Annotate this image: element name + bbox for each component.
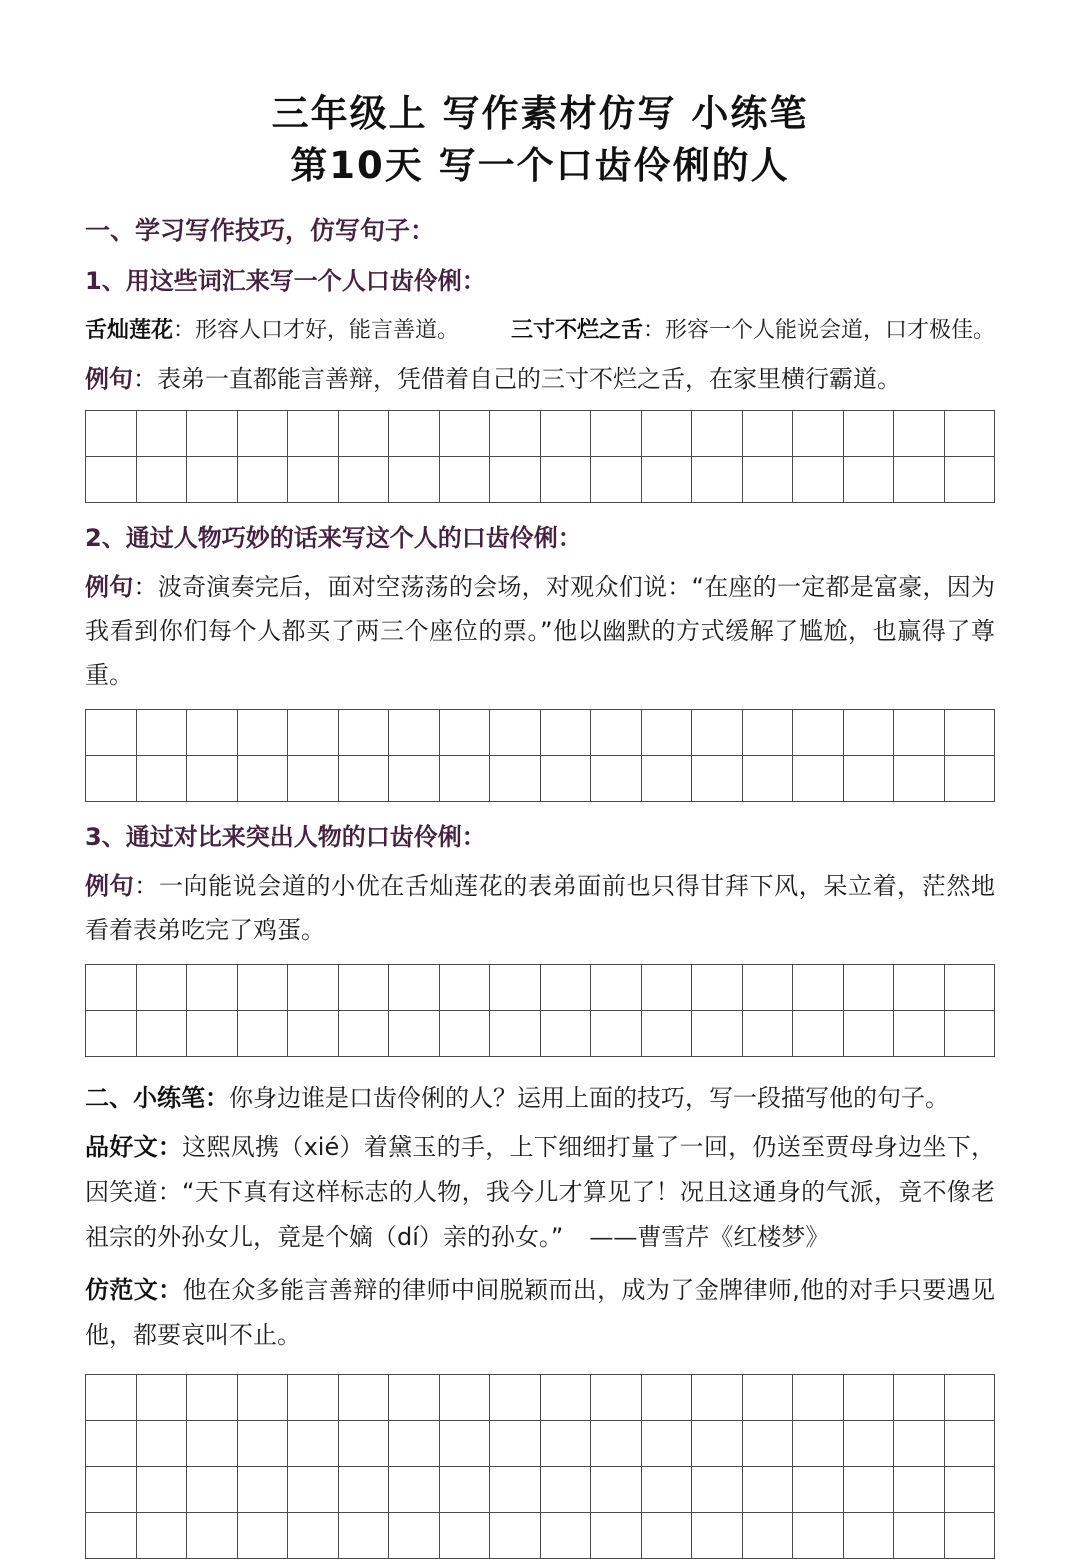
writing-grid-cell	[339, 756, 390, 802]
writing-grid-cell	[339, 1513, 390, 1559]
page-title-line1: 三年级上 写作素材仿写 小练笔	[271, 92, 809, 135]
writing-grid-cell	[288, 457, 339, 503]
writing-grid-cell	[793, 457, 844, 503]
writing-grid-cell	[743, 1375, 794, 1421]
writing-grid-cell	[187, 1011, 238, 1057]
writing-grid-cell	[389, 411, 440, 457]
writing-grid-cell	[288, 965, 339, 1011]
example-sentence-2	[85, 565, 995, 697]
writing-grid-cell	[793, 965, 844, 1011]
writing-grid-cell	[541, 1011, 592, 1057]
writing-grid-cell	[288, 710, 339, 756]
writing-grid-cell	[137, 411, 188, 457]
writing-grid-cell	[288, 756, 339, 802]
vocab-entry-2	[511, 316, 995, 346]
writing-grid-cell	[692, 710, 743, 756]
writing-grid-cell	[642, 756, 693, 802]
writing-grid-cell	[440, 1467, 491, 1513]
writing-grid-cell	[844, 457, 895, 503]
writing-grid-cell	[945, 1375, 996, 1421]
writing-grid-cell	[844, 1467, 895, 1513]
writing-grid-cell	[793, 1375, 844, 1421]
writing-grid-cell	[389, 457, 440, 503]
writing-grid-cell	[288, 411, 339, 457]
writing-grid-cell	[490, 1375, 541, 1421]
writing-grid-cell	[339, 1011, 390, 1057]
writing-grid-cell	[187, 1421, 238, 1467]
writing-grid-cell	[86, 411, 137, 457]
writing-grid-cell	[86, 965, 137, 1011]
vocab1-term: 舌灿莲花	[85, 318, 174, 343]
writing-grid-3	[85, 964, 995, 1057]
writing-grid-cell	[844, 411, 895, 457]
writing-grid-cell	[187, 965, 238, 1011]
writing-grid-cell	[238, 457, 289, 503]
writing-grid-cell	[541, 1513, 592, 1559]
writing-grid-cell	[490, 457, 541, 503]
writing-grid-cell	[945, 411, 996, 457]
writing-grid-cell	[642, 1513, 693, 1559]
writing-grid-cell	[339, 710, 390, 756]
writing-grid-cell	[793, 1011, 844, 1057]
writing-grid-cell	[945, 710, 996, 756]
writing-grid-cell	[743, 1421, 794, 1467]
writing-grid-cell	[187, 756, 238, 802]
writing-grid-cell	[894, 457, 945, 503]
writing-grid-cell	[187, 1513, 238, 1559]
writing-grid-cell	[692, 1421, 743, 1467]
writing-grid-cell	[844, 1011, 895, 1057]
writing-grid-cell	[692, 1375, 743, 1421]
writing-grid-cell	[844, 710, 895, 756]
writing-grid-cell	[541, 1375, 592, 1421]
writing-grid-cell	[238, 756, 289, 802]
good-text-attribution: ——曹雪芹《红楼梦》	[589, 1223, 830, 1251]
writing-grid-cell	[86, 1513, 137, 1559]
example3-text: ：一向能说会道的小优在舌灿莲花的表弟面前也只得甘拜下风，呆立着，茫然地看着表弟吃完了鸡蛋。	[85, 872, 996, 944]
writing-grid-cell	[793, 710, 844, 756]
imitation-label: 仿范文：	[85, 1276, 183, 1304]
writing-grid-cell	[389, 965, 440, 1011]
writing-grid-cell	[894, 756, 945, 802]
writing-grid-cell	[591, 1011, 642, 1057]
writing-grid-cell	[440, 457, 491, 503]
example-sentence-3	[85, 864, 995, 952]
example3-label: 例句	[85, 872, 135, 900]
writing-grid-2	[85, 709, 995, 802]
writing-grid-cell	[440, 756, 491, 802]
writing-grid-cell	[945, 756, 996, 802]
writing-grid-cell	[137, 756, 188, 802]
item2-heading: 2、通过人物巧妙的话来写这个人的口齿伶俐：	[85, 524, 582, 552]
writing-grid-cell	[440, 1011, 491, 1057]
writing-grid-cell	[238, 965, 289, 1011]
writing-grid-cell	[187, 710, 238, 756]
writing-grid-cell	[642, 710, 693, 756]
vocab2-term: 三寸不烂之舌	[510, 318, 643, 343]
writing-grid-cell	[945, 965, 996, 1011]
writing-grid-cell	[743, 710, 794, 756]
example2-label: 例句	[85, 573, 134, 601]
writing-grid-cell	[743, 1467, 794, 1513]
writing-grid-cell	[743, 965, 794, 1011]
item3-heading: 3、通过对比来突出人物的口齿伶俐：	[85, 823, 486, 851]
section1-heading: 一、学习写作技巧，仿写句子：	[85, 216, 436, 245]
section2-label: 二、小练笔：	[85, 1084, 229, 1112]
writing-grid-cell	[137, 1467, 188, 1513]
writing-grid-cell	[793, 1513, 844, 1559]
writing-grid-cell	[440, 1513, 491, 1559]
writing-grid-cell	[137, 1375, 188, 1421]
page-title-line2: 第10天 写一个口齿伶俐的人	[290, 144, 790, 187]
writing-grid-cell	[692, 411, 743, 457]
writing-grid-cell	[490, 756, 541, 802]
writing-grid-cell	[844, 1421, 895, 1467]
writing-grid-cell	[389, 1375, 440, 1421]
writing-grid-cell	[440, 1421, 491, 1467]
writing-grid-cell	[86, 457, 137, 503]
writing-grid-cell	[86, 1421, 137, 1467]
vocab1-definition: ：形容人口才好，能言善道。	[173, 318, 460, 343]
writing-grid-cell	[490, 1011, 541, 1057]
writing-grid-cell	[945, 457, 996, 503]
section2-prompt-text: 你身边谁是口齿伶俐的人？运用上面的技巧，写一段描写他的句子。	[229, 1084, 949, 1112]
writing-grid-cell	[945, 1467, 996, 1513]
example2-text: ：波奇演奏完后，面对空荡荡的会场，对观众们说：“在座的一定都是富豪，因为我看到你们每个人都买了两三个座位的票。”他以幽默的方式缓解了尴尬，也赢得了尊重。	[85, 573, 996, 689]
example1-label: 例句	[85, 365, 133, 393]
writing-grid-cell	[793, 411, 844, 457]
writing-grid-cell	[440, 411, 491, 457]
writing-grid-cell	[86, 1011, 137, 1057]
writing-grid-cell	[743, 1011, 794, 1057]
writing-grid-cell	[894, 1375, 945, 1421]
imitation-body: 他在众多能言善辩的律师中间脱颖而出，成为了金牌律师,他的对手只要遇见他，都要哀叫不止。	[85, 1276, 995, 1349]
writing-grid-cell	[894, 1513, 945, 1559]
writing-grid-cell	[541, 1467, 592, 1513]
writing-grid-cell	[187, 1375, 238, 1421]
example-sentence-1	[85, 362, 995, 396]
writing-grid-4	[85, 1374, 995, 1559]
writing-grid-cell	[490, 411, 541, 457]
writing-grid-cell	[137, 457, 188, 503]
writing-grid-cell	[339, 457, 390, 503]
writing-grid-cell	[490, 710, 541, 756]
section2-heading	[85, 1081, 995, 1115]
writing-grid-cell	[591, 710, 642, 756]
writing-grid-cell	[238, 1011, 289, 1057]
good-text-body: 这熙凤携（xié）着黛玉的手，上下细细打量了一回，仍送至贾母身边坐下，因笑道：“天下真有这样标志的人物，我今儿才算见了！况且这通身的气派，竟不像老祖宗的外孙女儿，竟是个嫡（dí）亲的孙女。”	[85, 1133, 995, 1251]
writing-grid-cell	[541, 710, 592, 756]
writing-grid-cell	[743, 411, 794, 457]
writing-grid-cell	[945, 1421, 996, 1467]
writing-grid-cell	[137, 965, 188, 1011]
writing-grid-cell	[490, 1513, 541, 1559]
writing-grid-cell	[541, 756, 592, 802]
writing-grid-cell	[692, 965, 743, 1011]
writing-grid-cell	[339, 1421, 390, 1467]
writing-grid-1	[85, 410, 995, 503]
writing-grid-cell	[86, 756, 137, 802]
writing-grid-cell	[389, 1011, 440, 1057]
writing-grid-cell	[793, 1421, 844, 1467]
writing-grid-cell	[743, 756, 794, 802]
writing-grid-cell	[541, 457, 592, 503]
writing-grid-cell	[692, 457, 743, 503]
writing-grid-cell	[642, 411, 693, 457]
vocab-row	[85, 316, 995, 346]
item1-heading: 1、用这些词汇来写一个人口齿伶俐：	[85, 267, 486, 295]
writing-grid-cell	[642, 457, 693, 503]
writing-grid-cell	[288, 1467, 339, 1513]
writing-grid-cell	[844, 756, 895, 802]
writing-grid-cell	[389, 1467, 440, 1513]
writing-grid-cell	[86, 1375, 137, 1421]
writing-grid-cell	[541, 965, 592, 1011]
writing-grid-cell	[894, 1421, 945, 1467]
writing-grid-cell	[692, 1011, 743, 1057]
writing-grid-cell	[288, 1513, 339, 1559]
writing-grid-cell	[642, 1375, 693, 1421]
writing-grid-cell	[541, 411, 592, 457]
writing-grid-cell	[238, 411, 289, 457]
writing-grid-cell	[288, 1421, 339, 1467]
writing-grid-cell	[945, 1513, 996, 1559]
writing-grid-cell	[440, 1375, 491, 1421]
writing-grid-cell	[490, 965, 541, 1011]
writing-grid-cell	[945, 1011, 996, 1057]
writing-grid-cell	[591, 411, 642, 457]
writing-grid-cell	[541, 1421, 592, 1467]
writing-grid-cell	[389, 1513, 440, 1559]
writing-grid-cell	[743, 1513, 794, 1559]
writing-grid-cell	[591, 1513, 642, 1559]
writing-grid-cell	[238, 1421, 289, 1467]
writing-grid-cell	[339, 1375, 390, 1421]
writing-grid-cell	[692, 756, 743, 802]
writing-grid-cell	[440, 710, 491, 756]
writing-grid-cell	[86, 710, 137, 756]
writing-grid-cell	[692, 1467, 743, 1513]
writing-grid-cell	[238, 1513, 289, 1559]
good-text-paragraph	[85, 1125, 995, 1260]
writing-grid-cell	[389, 756, 440, 802]
writing-grid-cell	[238, 1467, 289, 1513]
writing-grid-cell	[86, 1467, 137, 1513]
writing-grid-cell	[339, 411, 390, 457]
writing-grid-cell	[591, 1467, 642, 1513]
good-text-label: 品好文：	[85, 1133, 183, 1161]
writing-grid-cell	[894, 710, 945, 756]
writing-grid-cell	[591, 1421, 642, 1467]
writing-grid-cell	[187, 1467, 238, 1513]
example1-text: ：表弟一直都能言善辩，凭借着自己的三寸不烂之舌，在家里横行霸道。	[133, 365, 901, 393]
writing-grid-cell	[844, 1375, 895, 1421]
writing-grid-cell	[642, 1011, 693, 1057]
writing-grid-cell	[894, 1011, 945, 1057]
writing-grid-cell	[793, 1467, 844, 1513]
writing-grid-cell	[137, 1421, 188, 1467]
writing-grid-cell	[137, 710, 188, 756]
writing-grid-cell	[187, 457, 238, 503]
writing-grid-cell	[743, 457, 794, 503]
writing-grid-cell	[288, 1375, 339, 1421]
writing-grid-cell	[288, 1011, 339, 1057]
writing-grid-cell	[692, 1513, 743, 1559]
writing-grid-cell	[389, 710, 440, 756]
writing-grid-cell	[137, 1011, 188, 1057]
writing-grid-cell	[238, 710, 289, 756]
writing-grid-cell	[642, 965, 693, 1011]
writing-grid-cell	[339, 1467, 390, 1513]
writing-grid-cell	[844, 965, 895, 1011]
writing-grid-cell	[490, 1421, 541, 1467]
vocab2-definition: ：形容一个人能说会道，口才极佳。	[642, 318, 995, 343]
writing-grid-cell	[642, 1467, 693, 1513]
writing-grid-cell	[490, 1467, 541, 1513]
writing-grid-cell	[187, 411, 238, 457]
writing-grid-cell	[137, 1513, 188, 1559]
vocab-entry-1	[85, 316, 459, 346]
writing-grid-cell	[389, 1421, 440, 1467]
imitation-paragraph	[85, 1268, 995, 1358]
writing-grid-cell	[894, 965, 945, 1011]
writing-grid-cell	[793, 756, 844, 802]
writing-grid-cell	[844, 1513, 895, 1559]
writing-grid-cell	[339, 965, 390, 1011]
writing-grid-cell	[894, 1467, 945, 1513]
writing-grid-cell	[591, 1375, 642, 1421]
writing-grid-cell	[238, 1375, 289, 1421]
writing-grid-cell	[440, 965, 491, 1011]
writing-grid-cell	[894, 411, 945, 457]
writing-grid-cell	[591, 756, 642, 802]
writing-grid-cell	[591, 457, 642, 503]
writing-grid-cell	[642, 1421, 693, 1467]
writing-grid-cell	[591, 965, 642, 1011]
